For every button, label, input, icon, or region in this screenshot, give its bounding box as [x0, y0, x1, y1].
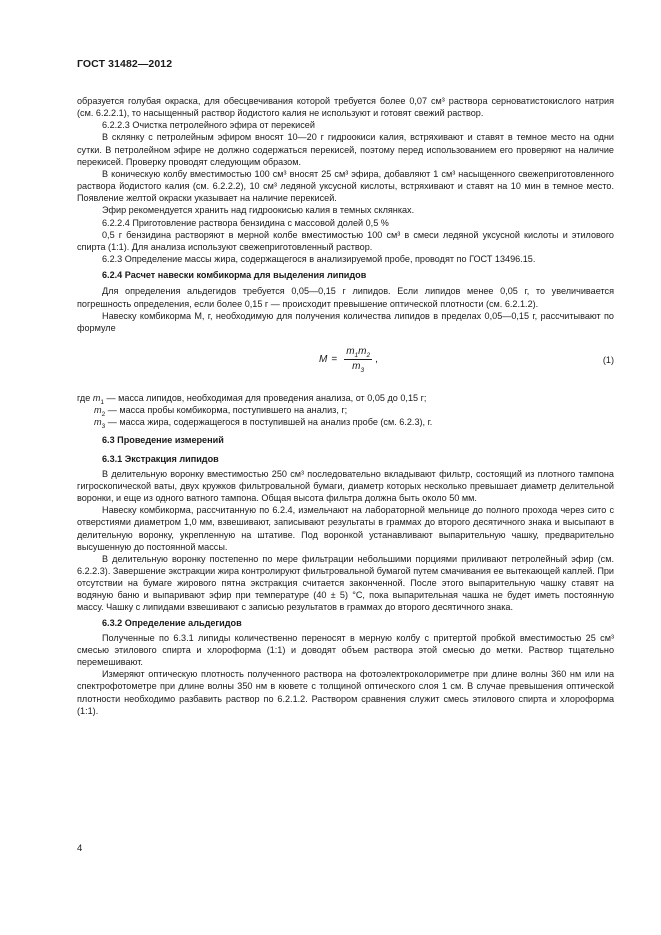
- formula-numerator: $m_1m_2$: [346, 345, 371, 359]
- document-body: [77, 95, 614, 717]
- paragraph: В делительную воронку вместимостью 250 см³ последовательно вкладывают фильтр, состоящий из плотного тампона гигроскопической ваты, двух кружков фильтровальной бумаги, диаметр которых несколько превышает диаметр делительной воронки, и еще из одного ватного тампона. Общая высота фильтра должна быть около 50 мм.: [77, 468, 614, 504]
- subsection-heading: 6.2.2.3 Очистка петролейного эфира от перекисей: [102, 120, 315, 131]
- document-code-header: ГОСТ 31482—2012: [77, 58, 173, 70]
- equation-number: (1): [602, 354, 614, 365]
- paragraph: Эфир рекомендуется хранить над гидроокисью калия в темных склянках.: [102, 205, 415, 216]
- paragraph: 6.2.3 Определение массы жира, содержащегося в анализируемой пробе, проводят по ГОСТ 13496.15.: [102, 254, 536, 265]
- paragraph: Навеску комбикорма М, г, необходимую для получения количества липидов в пределах 0,05—0,15 г, рассчитывают по формуле: [77, 310, 614, 333]
- formula-fraction: [344, 346, 372, 373]
- section-heading-6-3: 6.3 Проведение измерений: [102, 435, 224, 446]
- legend-m1: где $m_1$ — масса липидов, необходимая для проведения анализа, от 0,05 до 0,15 г;: [77, 392, 427, 406]
- section-heading-6-3-1: 6.3.1 Экстракция липидов: [102, 453, 219, 464]
- section-heading-6-3-2: 6.3.2 Определение альдегидов: [102, 617, 242, 628]
- legend-m2: $m_2$ — масса пробы комбикорма, поступившего на анализ, г;: [94, 405, 348, 418]
- paragraph: В делительную воронку постепенно по мере фильтрации небольшими порциями приливают петролейный эфир (см. 6.2.2.3). Завершение экстракции жира контролируют фильтровальной бумагой путем смачивания ее вытекающей каплей. При отсутствии на бумаге жирового пятна экстракция считается законченной. После этого выпарительную чашку ставят на водяную баню и выпаривают эфир при температуре (40 ± 5) °С, пока выпарительная чашка не будет иметь постоянную массу. Чашку с липидами взвешивают с записью результатов в граммах до второго десятичного знака.: [77, 553, 614, 613]
- section-heading-6-2-4: 6.2.4 Расчет навески комбикорма для выделения липидов: [102, 270, 367, 281]
- paragraph: 0,5 г бензидина растворяют в мерной колбе вместимостью 100 см³ в смеси ледяной уксусной кислоты и этилового спирта (1:1). Для анализа используют свежеприготовленный раствор.: [77, 229, 614, 252]
- paragraph: В коническую колбу вместимостью 100 см³ вносят 25 см³ эфира, добавляют 1 см³ насыщенного свежеприготовленного раствора йодистого калия (см. 6.2.2.2), 10 см³ ледяной уксусной кислоты, встряхивают и ставят на 10 мин в темное место. Появление желтой окраски указывает на наличие перекисей.: [77, 168, 614, 204]
- formula-block: [77, 342, 614, 386]
- formula: [319, 346, 378, 373]
- paragraph: Измеряют оптическую плотность полученного раствора на фотоэлектроколориметре при длине волны 360 нм или на спектрофотометре при длине волны 350 нм в кювете с толщиной оптического слоя 1 см. В случае превышения оптической плотности необходимо разбавить раствор по 6.2.1.2. Раствором сравнения служит смесь этилового спирта и хлороформа (1:1).: [77, 669, 614, 716]
- paragraph: Полученные по 6.3.1 липиды количественно переносят в мерную колбу с притертой пробкой вместимостью 25 см³ смесью этилового спирта и хлороформа (1:1) и доводят объем раствора этой смесью до метки. Раствор тщательно перемешивают.: [77, 632, 614, 668]
- paragraph: Для определения альдегидов требуется 0,05—0,15 г липидов. Если липидов менее 0,05 г, то увеличивается погрешность определения, если более 0,15 г — происходит превышение оптической плотности (см. 6.2.1.2).: [77, 286, 614, 309]
- paragraph: Навеску комбикорма, рассчитанную по 6.2.4, измельчают на лабораторной мельнице до полного прохода через сито с отверстиями диаметром 1,0 мм, взвешивают, записывают результаты в граммах до второго десятичного знака и высыпают в делительную воронку, укрепленную на штативе. Под воронкой устанавливают выпарительную чашку, предварительно высушенную до постоянной массы.: [77, 505, 614, 552]
- formula-denominator: $m_3$: [352, 361, 365, 375]
- formula-lhs: M: [319, 353, 328, 365]
- formula-equals: =: [331, 353, 338, 365]
- subsection-heading: 6.2.2.4 Приготовление раствора бензидина с массовой долей 0,5 %: [102, 217, 389, 228]
- legend-m3: $m_3$ — масса жира, содержащегося в поступившей на анализ пробе (см. 6.2.3), г.: [94, 417, 433, 431]
- paragraph: образуется голубая окраска, для обесцвечивания которой требуется более 0,07 см³ раствора серноватистокислого натрия (см. 6.2.2.1), то насыщенный раствор йодистого калия не используют и готовят свежий раствор.: [77, 96, 614, 119]
- formula-legend: [77, 392, 614, 431]
- paragraph: В склянку с петролейным эфиром вносят 10—20 г гидроокиси калия, встряхивают и ставят в темное место на одни сутки. В петролейном эфире не должно содержаться перекисей, поэтому перед использованием его проверяют на наличие перекисей. Проверку проводят следующим образом.: [77, 132, 614, 167]
- formula-trail: ,: [375, 353, 378, 365]
- page-number: 4: [77, 843, 83, 854]
